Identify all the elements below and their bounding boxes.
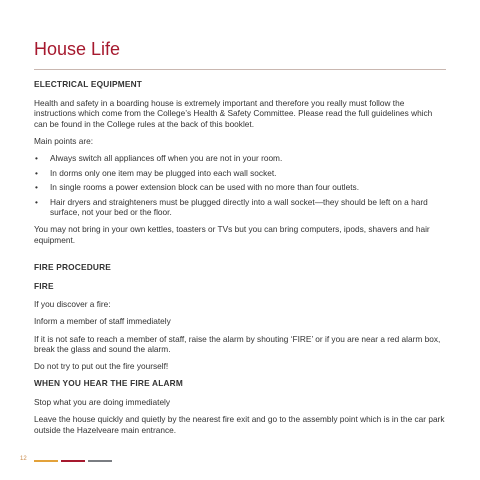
list-item bbox=[34, 197, 446, 218]
bullet-icon: • bbox=[35, 167, 38, 178]
page-title: House Life bbox=[34, 39, 121, 59]
fire-dont: Do not try to put out the fire yourself! bbox=[34, 361, 169, 372]
list-item-text: Always switch all appliances off when you are not in your room. bbox=[50, 152, 283, 163]
fire-inform: Inform a member of staff immediately bbox=[34, 316, 171, 327]
bullet-icon: • bbox=[35, 152, 38, 163]
bullet-icon: • bbox=[35, 182, 38, 193]
section-heading-fire: FIRE bbox=[34, 280, 54, 291]
main-points-list bbox=[34, 153, 446, 218]
footer-bar-red bbox=[61, 460, 85, 462]
fire-alarm: If it is not safe to reach a member of staff, raise the alarm by shouting ‘FIRE’ or if you are near a red alarm box, break the glass and sound the alarm. bbox=[34, 333, 441, 355]
page-footer bbox=[20, 456, 460, 466]
bullet-icon: • bbox=[35, 196, 38, 207]
list-item bbox=[34, 168, 446, 179]
list-item-text: In dorms only one item may be plugged into each wall socket. bbox=[50, 167, 277, 178]
main-points-label: Main points are: bbox=[34, 135, 94, 146]
fire-stop: Stop what you are doing immediately bbox=[34, 396, 171, 407]
fire-leave: Leave the house quickly and quietly by the nearest fire exit and go to the assembly point which is in the car park outside the Hazelveare main entrance. bbox=[34, 413, 445, 435]
footer-bar-grey bbox=[88, 460, 112, 462]
list-item-text: Hair dryers and straighteners must be plugged directly into a wall socket—they should be left on a hard surface, not your bed or the floor. bbox=[50, 196, 428, 218]
list-item bbox=[34, 182, 446, 193]
electrical-intro: Health and safety in a boarding house is extremely important and therefore you really must follow the instructions which come from the College’s Health & Safety Committee. Please read the full guidelines which can be found in the College rules at the back of this booklet. bbox=[34, 97, 433, 129]
section-heading-fire-alarm: WHEN YOU HEAR THE FIRE ALARM bbox=[34, 378, 183, 389]
list-item-text: In single rooms a power extension block can be used with no more than four outlets. bbox=[50, 182, 360, 193]
footer-bar-gold bbox=[34, 460, 58, 462]
title-divider bbox=[34, 69, 446, 70]
section-heading-electrical: ELECTRICAL EQUIPMENT bbox=[34, 79, 143, 89]
section-heading-fire-procedure: FIRE PROCEDURE bbox=[34, 262, 112, 273]
section-spacer bbox=[34, 252, 446, 262]
fire-discover: If you discover a fire: bbox=[34, 299, 111, 310]
list-item bbox=[34, 153, 446, 164]
page-number: 12 bbox=[20, 456, 27, 462]
page-content bbox=[34, 79, 446, 442]
electrical-closing: You may not bring in your own kettles, toasters or TVs but you can bring computers, ipods, shavers and hair equipment. bbox=[34, 224, 430, 246]
